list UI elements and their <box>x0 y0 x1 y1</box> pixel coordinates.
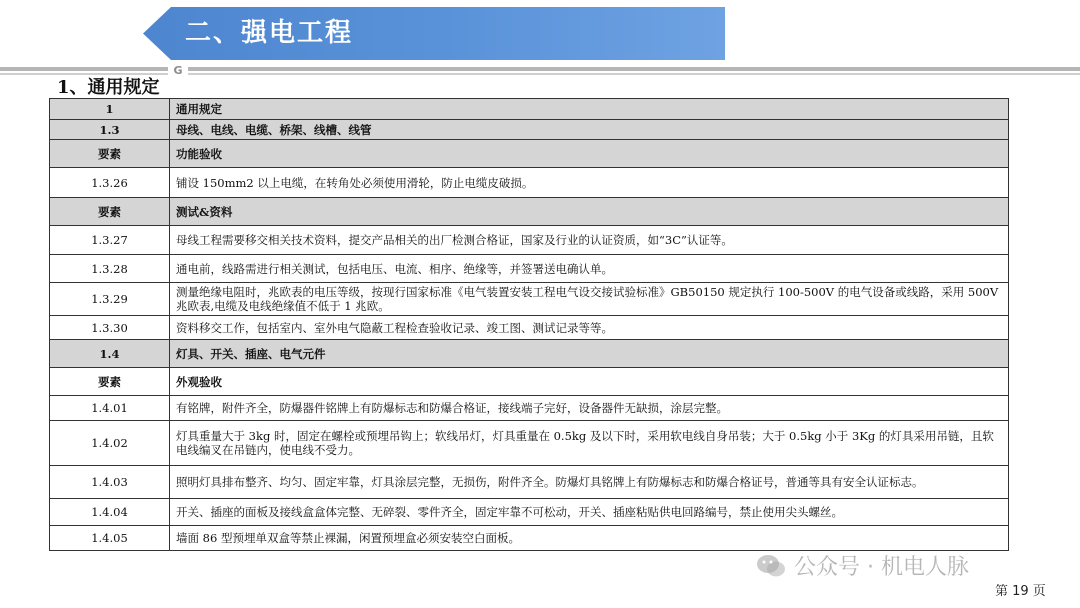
row-text: 有铭牌，附件齐全，防爆器件铭牌上有防爆标志和防爆合格证，接线端子完好，设备器件无缺损，涂层完整。 <box>170 396 1009 421</box>
row-text: 外观验收 <box>170 368 1009 396</box>
row-code: 1 <box>50 99 170 120</box>
row-text: 开关、插座的面板及接线盒盒体完整、无碎裂、零件齐全，固定牢靠不可松动，开关、插座粘贴供电回路编号，禁止使用尖头螺丝。 <box>170 499 1009 526</box>
row-text: 测试&资料 <box>170 198 1009 226</box>
watermark <box>756 550 969 581</box>
table-row <box>50 368 1009 396</box>
section-title: 1、通用规定 <box>57 77 160 98</box>
row-code: 1.4.01 <box>50 396 170 421</box>
divider-bottom <box>0 73 1080 75</box>
divider-top <box>0 67 1080 71</box>
row-text: 测量绝缘电阻时，兆欧表的电压等级，按现行国家标准《电气装置安装工程电气设交接试验标准》GB50150 规定执行 100-500V 的电气设备或线路，采用 500V 兆欧表,电缆及电线绝缘值不低于 1 兆欧。 <box>170 283 1009 316</box>
row-text: 铺设 150mm2 以上电缆，在转角处必须使用滑轮，防止电缆皮破损。 <box>170 168 1009 198</box>
row-code: 1.4.04 <box>50 499 170 526</box>
row-text: 通用规定 <box>170 99 1009 120</box>
row-code: 1.4.02 <box>50 421 170 466</box>
table-row <box>50 499 1009 526</box>
row-code: 1.3.29 <box>50 283 170 316</box>
row-text: 母线工程需要移交相关技术资料，提交产品相关的出厂检测合格证，国家及行业的认证资质，如“3C”认证等。 <box>170 226 1009 255</box>
table-row <box>50 198 1009 226</box>
spec-table <box>49 98 1009 551</box>
row-code: 1.3.26 <box>50 168 170 198</box>
row-code: 1.4.05 <box>50 526 170 551</box>
row-text: 墙面 86 型预埋单双盒等禁止裸漏，闲置预埋盒必须安装空白面板。 <box>170 526 1009 551</box>
row-text: 资料移交工作，包括室内、室外电气隐蔽工程检查验收记录、竣工图、测试记录等等。 <box>170 316 1009 340</box>
page-number: 第 19 页 <box>995 584 1046 599</box>
row-code: 要素 <box>50 140 170 168</box>
row-code: 1.3 <box>50 120 170 140</box>
table-row <box>50 466 1009 499</box>
watermark-text: 公众号 · 机电人脉 <box>794 555 969 580</box>
row-code: 1.4 <box>50 340 170 368</box>
table-row <box>50 168 1009 198</box>
table-row <box>50 120 1009 140</box>
table-row <box>50 396 1009 421</box>
row-code: 1.3.27 <box>50 226 170 255</box>
table-row <box>50 226 1009 255</box>
table-row <box>50 99 1009 120</box>
table-row <box>50 316 1009 340</box>
table-row <box>50 255 1009 283</box>
row-text: 灯具重量大于 3kg 时，固定在螺栓或预埋吊钩上；软线吊灯，灯具重量在 0.5kg 及以下时，采用软电线自身吊装；大于 0.5kg 小于 3Kg 的灯具采用吊链，且软电线编叉在吊链内，使电线不受力。 <box>170 421 1009 466</box>
row-code: 1.3.30 <box>50 316 170 340</box>
wechat-icon <box>756 553 786 579</box>
row-code: 1.3.28 <box>50 255 170 283</box>
row-text: 功能验收 <box>170 140 1009 168</box>
header-banner <box>143 7 725 60</box>
row-text: 照明灯具排布整齐、均匀、固定牢靠，灯具涂层完整，无损伤，附件齐全。防爆灯具铭牌上有防爆标志和防爆合格证号，普通等具有安全认证标志。 <box>170 466 1009 499</box>
table-row <box>50 340 1009 368</box>
row-code: 1.4.03 <box>50 466 170 499</box>
logo-g-icon: G <box>168 64 188 76</box>
table-row <box>50 140 1009 168</box>
row-code: 要素 <box>50 368 170 396</box>
row-text: 通电前，线路需进行相关测试，包括电压、电流、相序、绝缘等，并签署送电确认单。 <box>170 255 1009 283</box>
row-text: 母线、电线、电缆、桥架、线槽、线管 <box>170 120 1009 140</box>
table-row <box>50 526 1009 551</box>
table-row <box>50 421 1009 466</box>
page-title: 二、强电工程 <box>185 18 354 48</box>
row-text: 灯具、开关、插座、电气元件 <box>170 340 1009 368</box>
table-row <box>50 283 1009 316</box>
row-code: 要素 <box>50 198 170 226</box>
